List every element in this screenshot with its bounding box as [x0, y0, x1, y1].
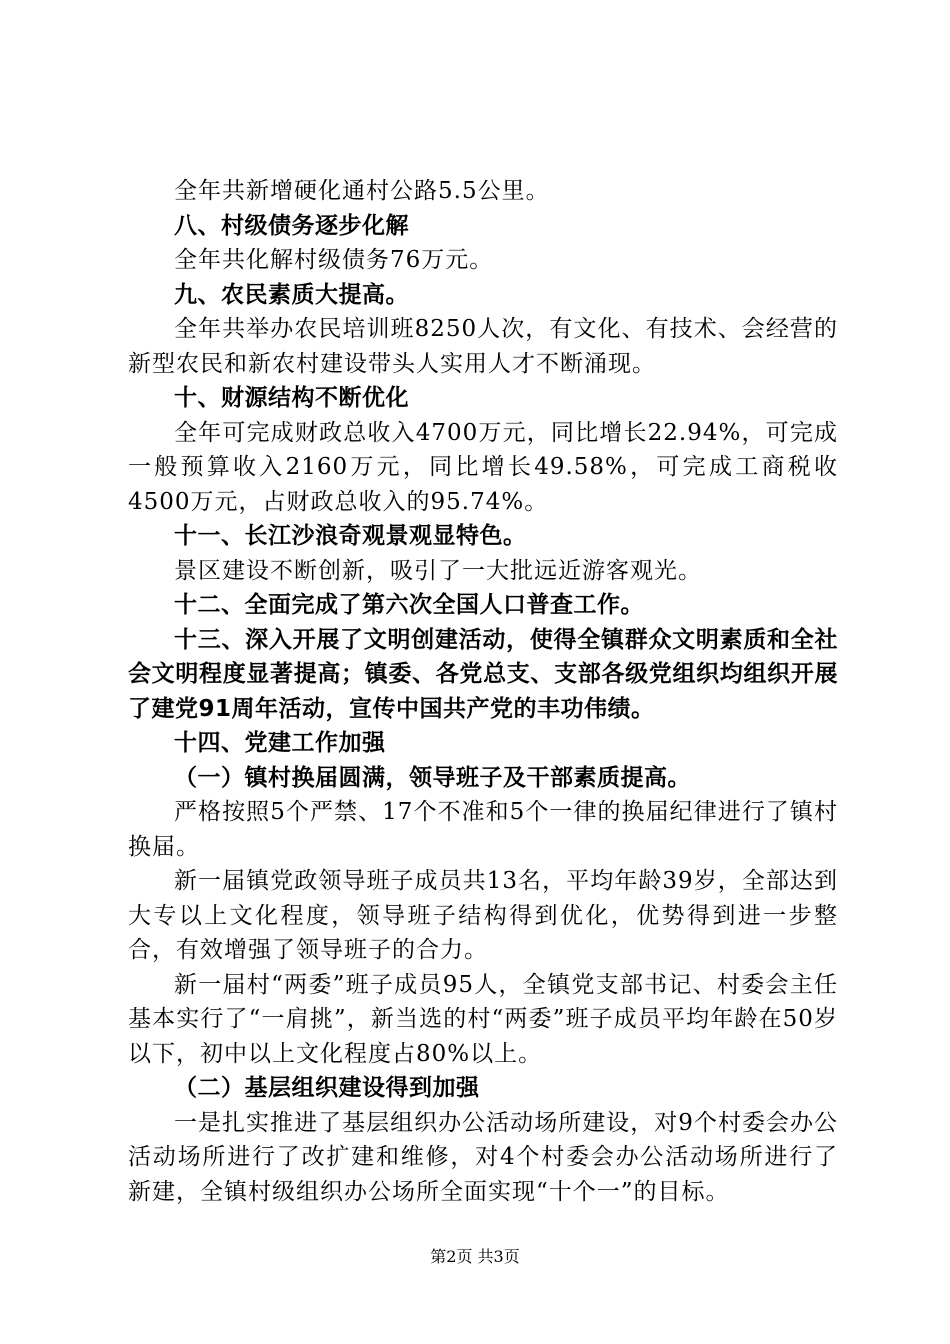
section-heading: 八、村级债务逐步化解 [174, 212, 409, 239]
paragraph: 新一届镇党政领导班子成员共13名，平均年龄39岁，全部达到大专以上文化程度，领导班子结构得到优化，优势得到进一步整合，有效增强了领导班子的合力。 [128, 868, 838, 963]
section-heading: 十三、深入开展了文明创建活动，使得全镇群众文明素质和全社会文明程度显著提高；镇委、各党总支、支部各级党组织均组织开展了建党91周年活动，宣传中国共产党的丰功伟绩。 [128, 626, 838, 722]
paragraph: 一是扎实推进了基层组织办公活动场所建设，对9个村委会办公活动场所进行了改扩建和维修，对4个村委会办公活动场所进行了新建，全镇村级组织办公场所全面实现“十个一”的目标。 [128, 1109, 838, 1205]
document-body [128, 174, 838, 1209]
subsection-heading: （二）基层组织建设得到加强 [174, 1075, 480, 1101]
paragraph: 全年可完成财政总收入4700万元，同比增长22.94%，可完成一般预算收入2160万元，同比增长49.58%，可完成工商税收4500万元，占财政总收入的95.74%。 [128, 419, 838, 515]
paragraph: 全年共举办农民培训班8250人次，有文化、有技术、会经营的新型农民和新农村建设带头人实用人才不断涌现。 [128, 316, 838, 377]
paragraph: 新一届村“两委”班子成员95人，全镇党支部书记、村委会主任基本实行了“一肩挑”，新当选的村“两委”班子成员平均年龄在50岁以下，初中以上文化程度占80%以上。 [128, 971, 838, 1067]
paragraph: 景区建设不断创新，吸引了一大批远近游客观光。 [174, 557, 702, 584]
section-heading: 十四、党建工作加强 [174, 730, 386, 756]
paragraph: 全年共新增硬化通村公路5.5公里。 [174, 178, 550, 204]
section-heading: 九、农民素质大提高。 [174, 281, 409, 308]
section-heading: 十、财源结构不断优化 [174, 385, 409, 411]
subsection-heading: （一）镇村换届圆满，领导班子及干部素质提高。 [174, 764, 691, 791]
paragraph: 严格按照5个严禁、17个不准和5个一律的换届纪律进行了镇村换届。 [128, 799, 838, 860]
paragraph: 全年共化解村级债务76万元。 [174, 247, 494, 273]
section-heading: 十二、全面完成了第六次全国人口普查工作。 [174, 592, 644, 618]
page-number-footer: 第2页 共3页 [430, 1247, 520, 1266]
section-heading: 十一、长江沙浪奇观景观显特色。 [174, 523, 527, 549]
